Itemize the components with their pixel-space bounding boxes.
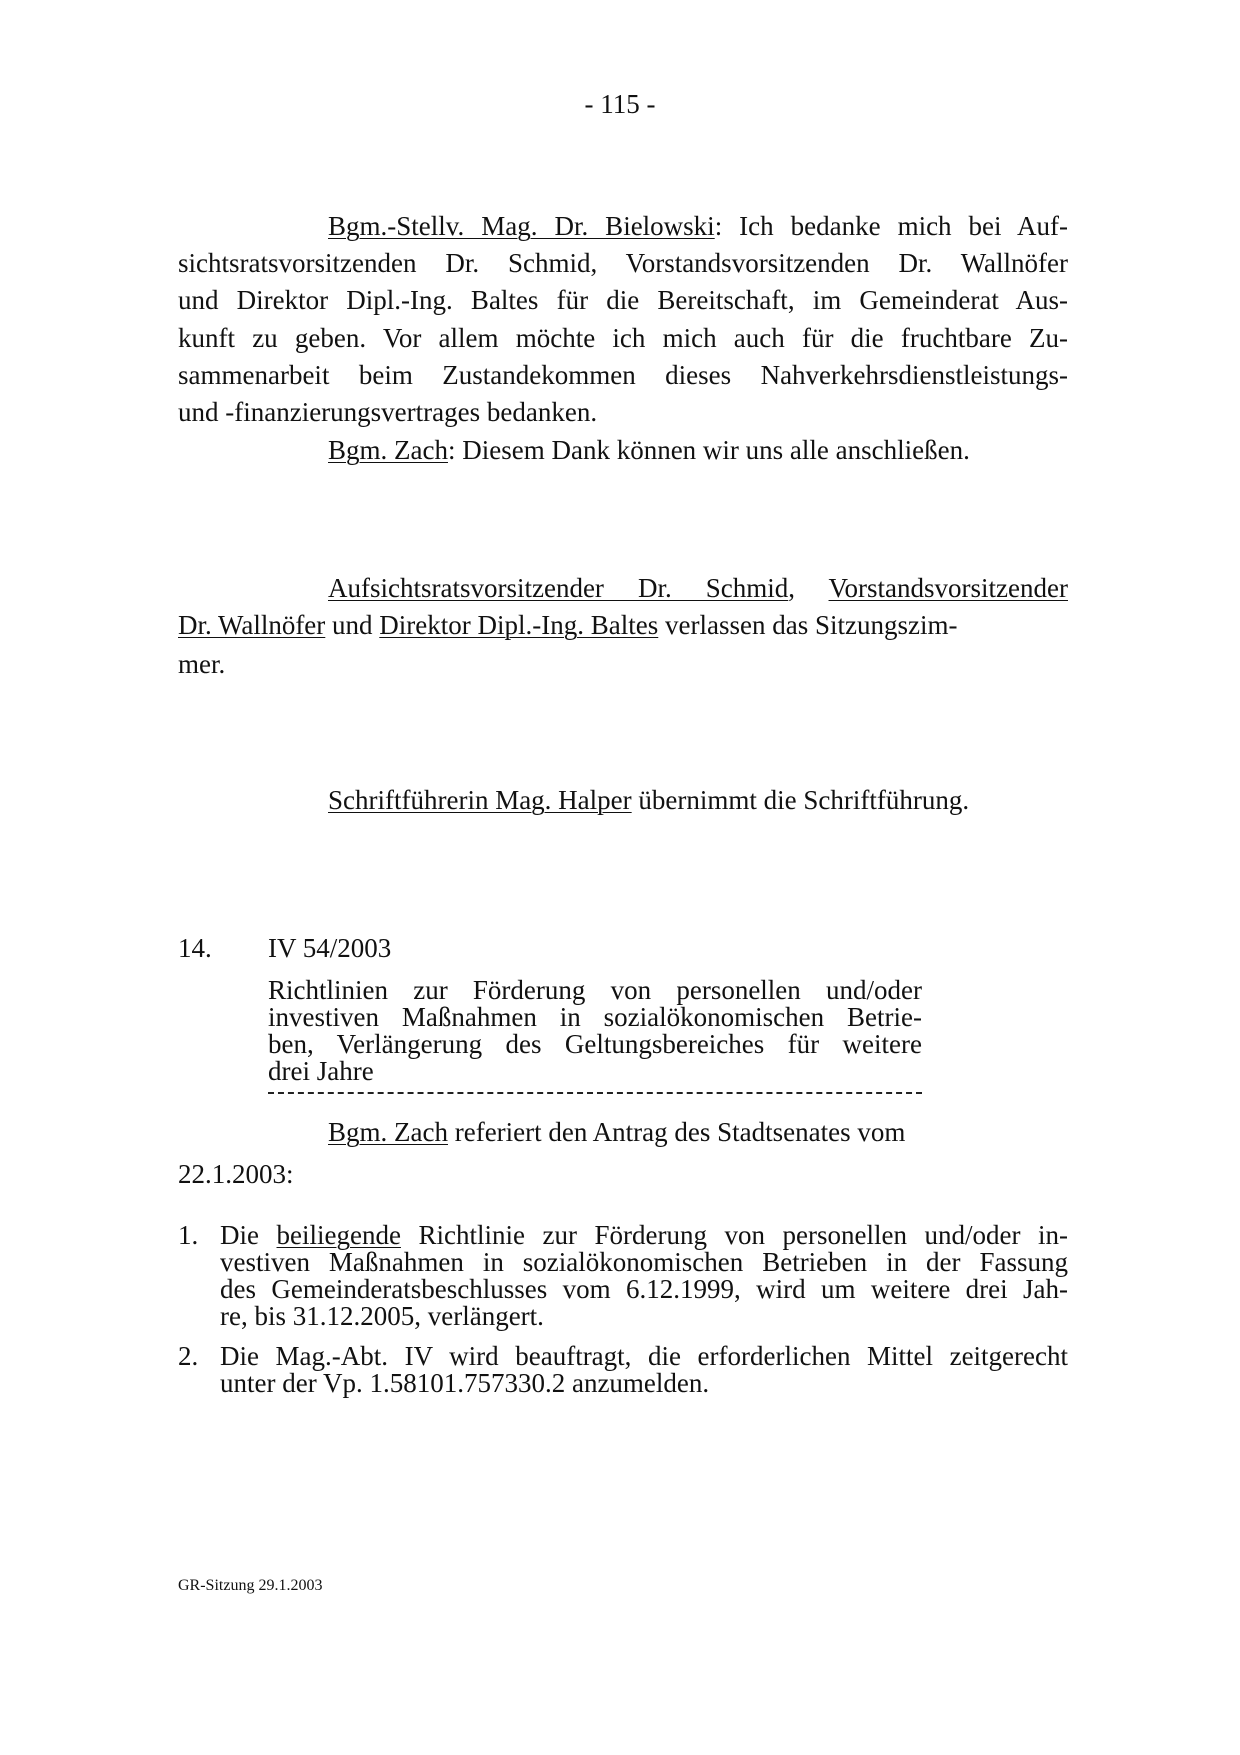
title-separator [268,1092,922,1094]
para1-line-4: kunft zu geben. Vor allem möchte ich mich auch für die fruchtbare Zu- [178,323,1068,353]
para2-text: : Diesem Dank können wir uns alle anschließen. [447,435,970,465]
para3-comma: , [788,573,829,603]
para4-text: übernimmt die Schriftführung. [631,785,970,815]
para3-und: und [325,610,380,640]
list-item-1-line-4: re, bis 31.12.2005, verlängert. [220,1301,544,1331]
item-title-line-3: ben, Verlängerung des Geltungsbereiches für weitere [268,1029,922,1059]
para5-date: 22.1.2003: [178,1159,294,1189]
person-wallnoefer-title: Vorstandsvorsitzender [828,573,1068,603]
speaker-zach-2: Bgm. Zach [328,1117,448,1147]
para1-line-6: und -finanzierungsvertrages bedanken. [178,397,598,427]
footer: GR-Sitzung 29.1.2003 [178,1577,323,1594]
para5 [328,1114,1068,1151]
para1-line-5: sammenarbeit beim Zustandekommen dieses Nahverkehrsdienstleistungs- [178,360,1068,390]
list-item-1-line-3: des Gemeinderatsbeschlusses vom 6.12.1999, wird um weitere drei Jah- [220,1274,1068,1304]
para1-line-3: und Direktor Dipl.-Ing. Baltes für die Bereitschaft, im Gemeinderat Aus- [178,285,1068,315]
speaker-halper: Schriftführerin Mag. Halper [328,785,632,815]
list-item-1-line-2: vestiven Maßnahmen in sozialökonomischen Betrieben in der Fassung [220,1247,1068,1277]
para1-text: : Ich bedanke mich bei Auf- [714,211,1068,241]
list-item-1-post: Richtlinie zur Förderung von personellen und/oder in- [400,1220,1068,1250]
list-item-1-line-1 [220,1222,1068,1249]
para2 [328,432,1068,469]
para1-line-2: sichtsratsvorsitzenden Dr. Schmid, Vorstandsvorsitzenden Dr. Wallnöfer [178,248,1068,278]
para3-line-2 [178,607,1068,644]
list-item-2-number: 2. [178,1341,199,1371]
page-number: - 115 - [584,89,656,119]
person-baltes: Direktor Dipl.-Ing. Baltes [379,610,659,640]
para3-text: verlassen das Sitzungszim- [658,610,958,640]
para4 [328,782,1068,819]
item-case: IV 54/2003 [268,933,392,963]
person-wallnoefer: Dr. Wallnöfer [178,610,326,640]
para1-line-1 [328,208,1068,245]
list-item-1-underlined: beiliegende [276,1220,401,1250]
list-item-1-number: 1. [178,1220,199,1250]
item-number: 14. [178,933,212,963]
speaker-zach: Bgm. Zach [328,435,448,465]
speaker-bielowski: Bgm.-Stellv. Mag. Dr. Bielowski [328,211,715,241]
list-item-2-line-1: Die Mag.-Abt. IV wird beauftragt, die erforderlichen Mittel zeitgerecht [220,1341,1068,1371]
para5-text: referiert den Antrag des Stadtsenates vom [447,1117,906,1147]
item-title-line-2: investiven Maßnahmen in sozialökonomischen Betrie- [268,1002,922,1032]
list-item-2-line-2: unter der Vp. 1.58101.757330.2 anzumelden. [220,1368,710,1398]
para3-line-1 [328,570,1068,607]
item-title-line-4: drei Jahre [268,1056,374,1086]
list-item-1-pre: Die [220,1220,277,1250]
item-title-line-1: Richtlinien zur Förderung von personellen und/oder [268,975,922,1005]
person-schmid: Aufsichtsratsvorsitzender Dr. Schmid [328,573,789,603]
para3-line-3: mer. [178,649,226,679]
